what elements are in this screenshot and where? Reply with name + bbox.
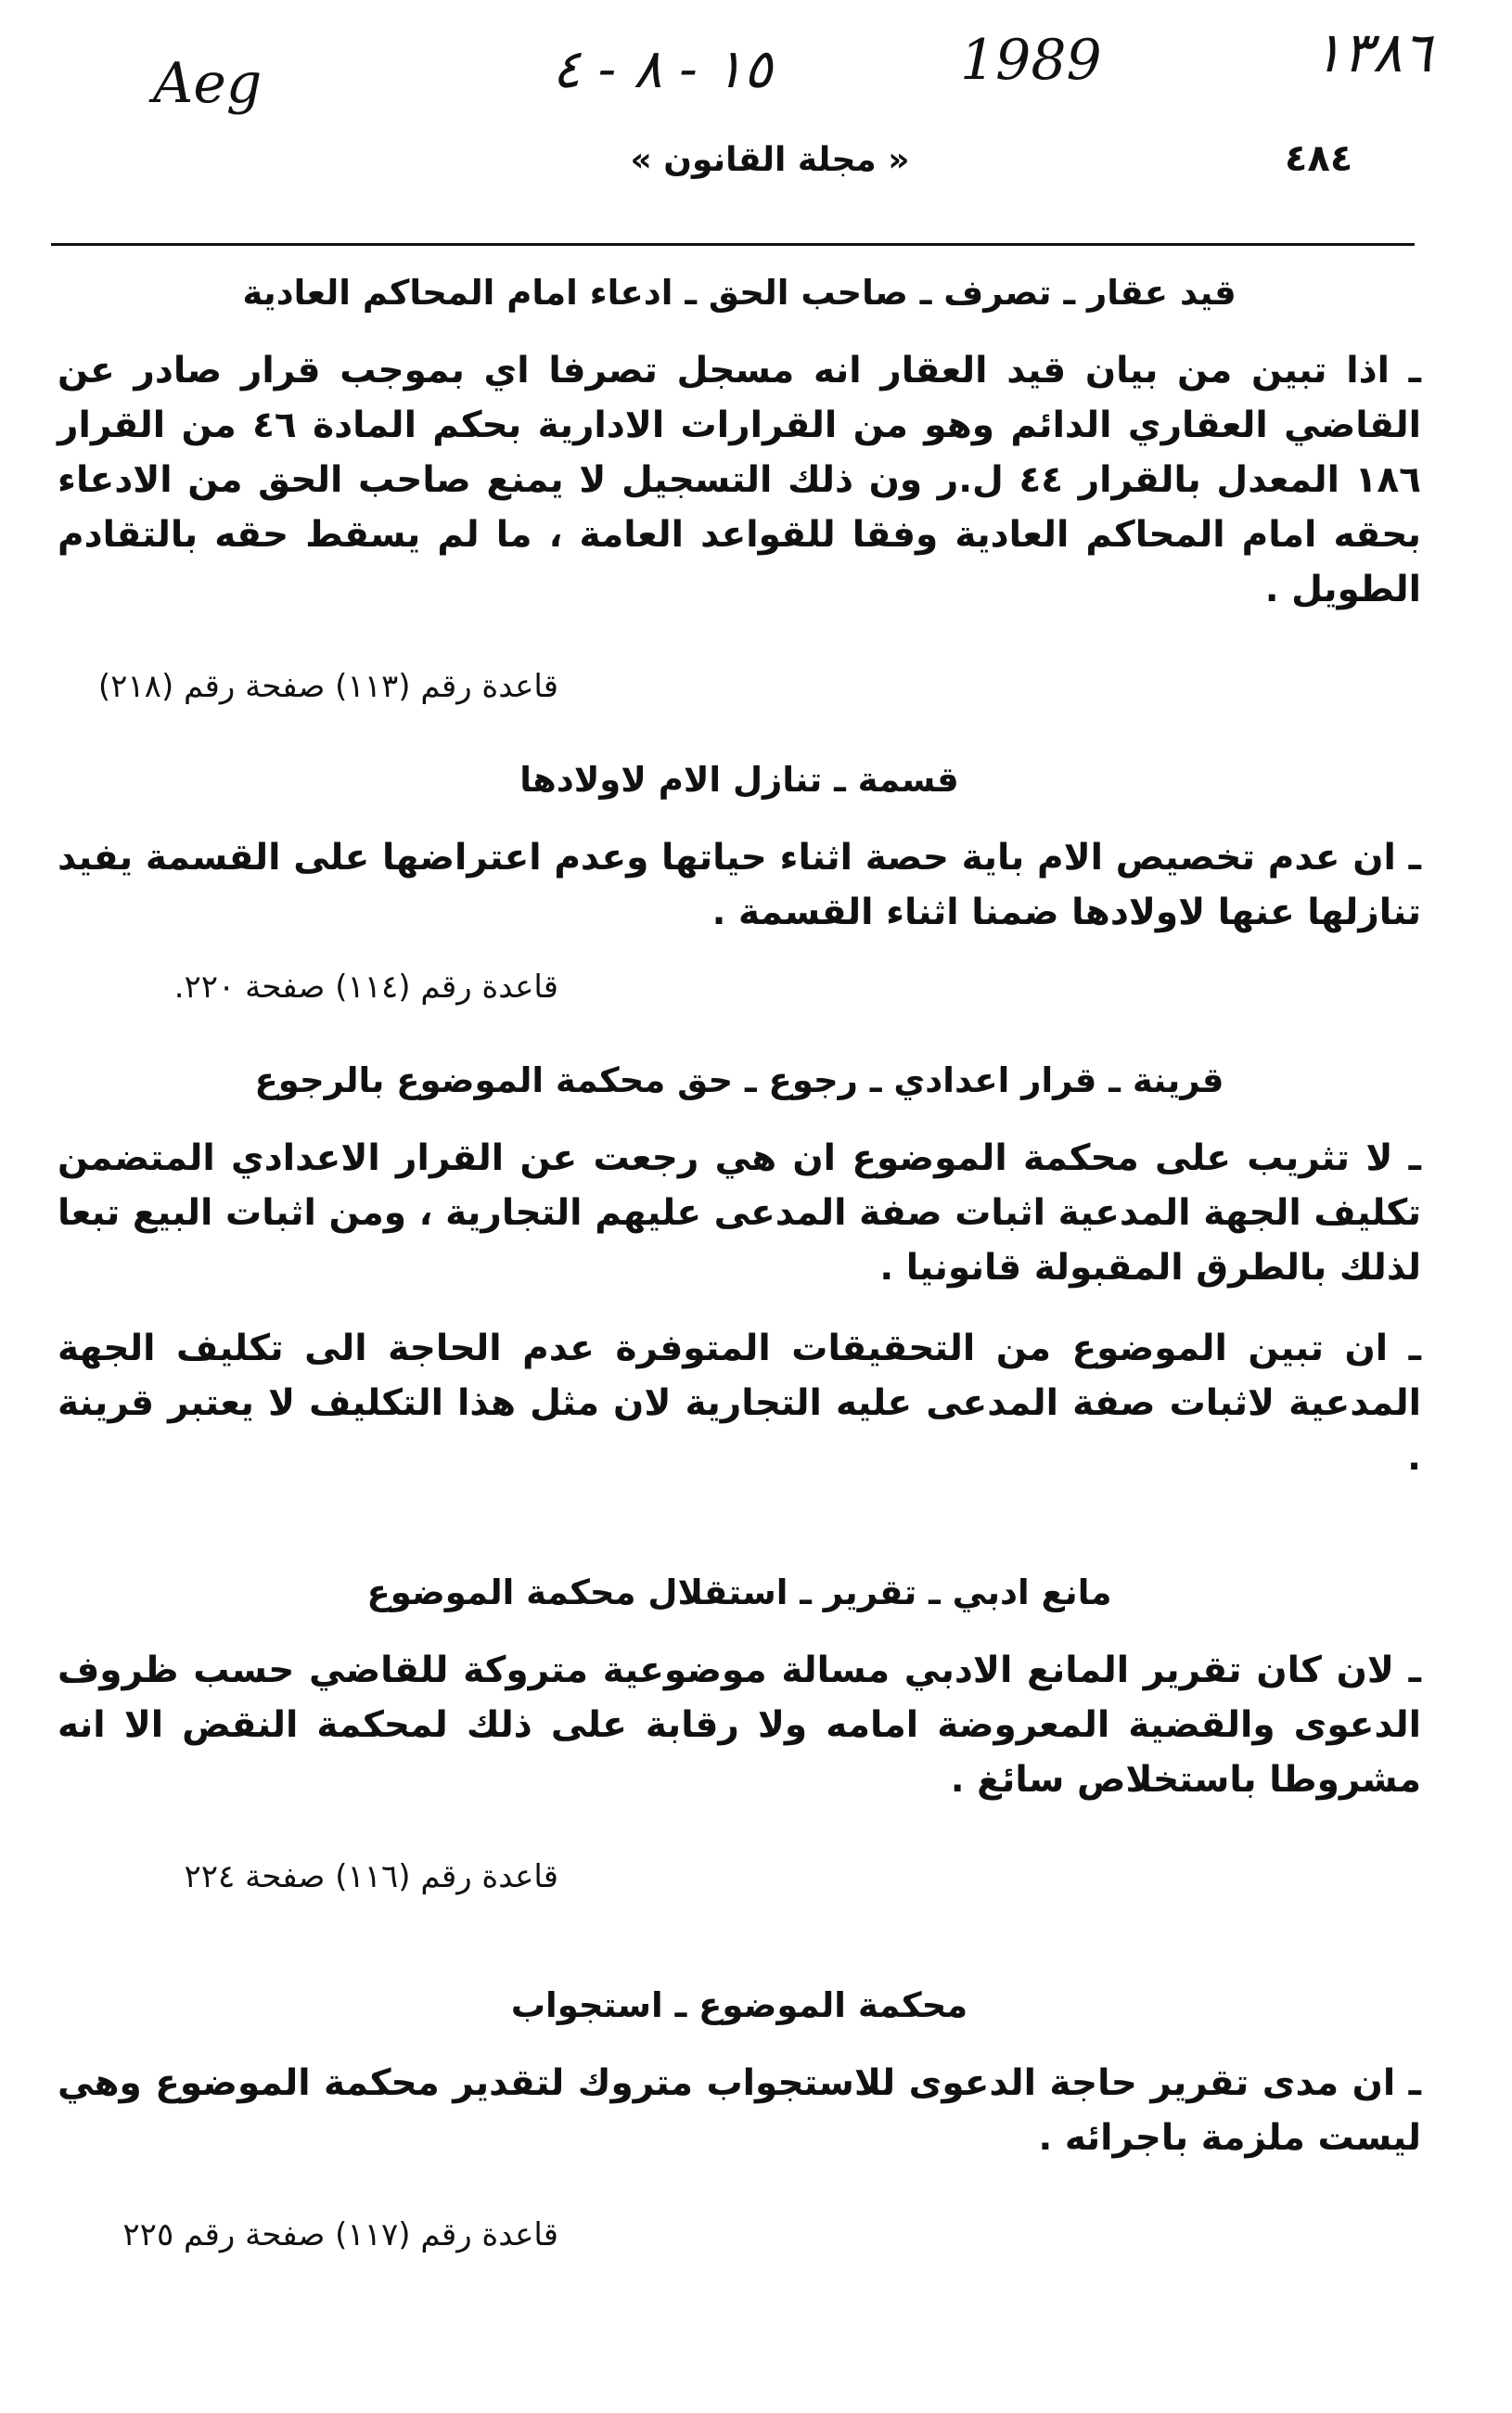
section-heading: محكمة الموضوع ـ استجواب (510, 1985, 968, 2025)
page-number: ٤٨٤ (1285, 137, 1353, 180)
section-heading: مانع ادبي ـ تقرير ـ استقلال محكمة الموضوع (366, 1572, 1112, 1612)
handwritten-date-numbers: ١٥ - ٨ - ٤ (552, 37, 773, 100)
handwritten-year: 1989 (960, 28, 1102, 93)
section-interrogation (58, 1982, 1421, 2256)
section-property-registration (58, 269, 1421, 708)
ruling-paragraph: ـ لا تثريب على محكمة الموضوع ان هي رجعت عن القرار الاعدادي المتضمن تكليف الجهة المدعية اثبات صفة المدعى عليهم التجارية ، ومن اثبات البيع تبعا لذلك بالطرق المقبولة قانونيا . (58, 1137, 1421, 1289)
rule-citation: قاعدة رقم (١١٤) صفحة ٢٢٠. (173, 969, 558, 1006)
ruling-paragraph: ـ لان كان تقرير المانع الادبي مسالة موضوعية متروكة للقاضي حسب ظروف الدعوى والقضية المعروضة امامه ولا رقابة على ذلك لمحكمة النقض الا انه مشروطا باستخلاص سائغ . (58, 1649, 1421, 1801)
section-heading: قرينة ـ قرار اعدادي ـ رجوع ـ حق محكمة الموضوع بالرجوع (254, 1060, 1224, 1100)
section-heading: قيد عقار ـ تصرف ـ صاحب الحق ـ ادعاء امام المحاكم العادية (242, 273, 1237, 313)
document-body (58, 269, 1421, 2256)
section-moral-impediment (58, 1569, 1421, 1898)
rule-citation: قاعدة رقم (١١٦) صفحة ٢٢٤ (184, 1858, 558, 1895)
header-divider (51, 243, 1415, 246)
section-presumption (58, 1057, 1421, 1485)
handwritten-ref-latin: Aeg (153, 51, 263, 116)
ruling-paragraph: ـ اذا تبين من بيان قيد العقار انه مسجل تصرفا اي بموجب قرار صادر عن القاضي العقاري الدائم وهو من القرارات الادارية بحكم المادة ٤٦ من القرار ١٨٦ المعدل بالقرار ٤٤ ل.ر ون ذلك التسجيل لا يمنع صاحب الحق من الادعاء بحقه امام المحاكم العادية وفقا للقواعد العامة ، ما لم يسقط حقه بالتقادم الطويل . (58, 350, 1421, 610)
section-heading: قسمة ـ تنازل الام لاولادها (519, 760, 959, 800)
ruling-paragraph: ـ ان عدم تخصيص الام باية حصة اثناء حياتها وعدم اعتراضها على القسمة يفيد تنازلها عنها لاولادها ضمنا اثناء القسمة . (58, 837, 1421, 933)
journal-title: « مجلة القانون » (630, 141, 910, 179)
rule-citation: قاعدة رقم (١١٣) صفحة رقم (٢١٨) (97, 668, 558, 705)
ruling-paragraph: ـ ان مدى تقرير حاجة الدعوى للاستجواب متروك لتقدير محكمة الموضوع وهي ليست ملزمة باجرائه . (58, 2062, 1421, 2159)
section-partition (58, 756, 1421, 1008)
handwritten-code: ١٣٨٦ (1313, 20, 1432, 85)
rule-citation: قاعدة رقم (١١٧) صفحة رقم ٢٢٥ (122, 2216, 558, 2253)
ruling-paragraph: ـ ان تبين الموضوع من التحقيقات المتوفرة عدم الحاجة الى تكليف الجهة المدعية لاثبات صفة المدعى عليه التجارية لان مثل هذا التكليف لا يعتبر قرينة . (58, 1328, 1421, 1479)
